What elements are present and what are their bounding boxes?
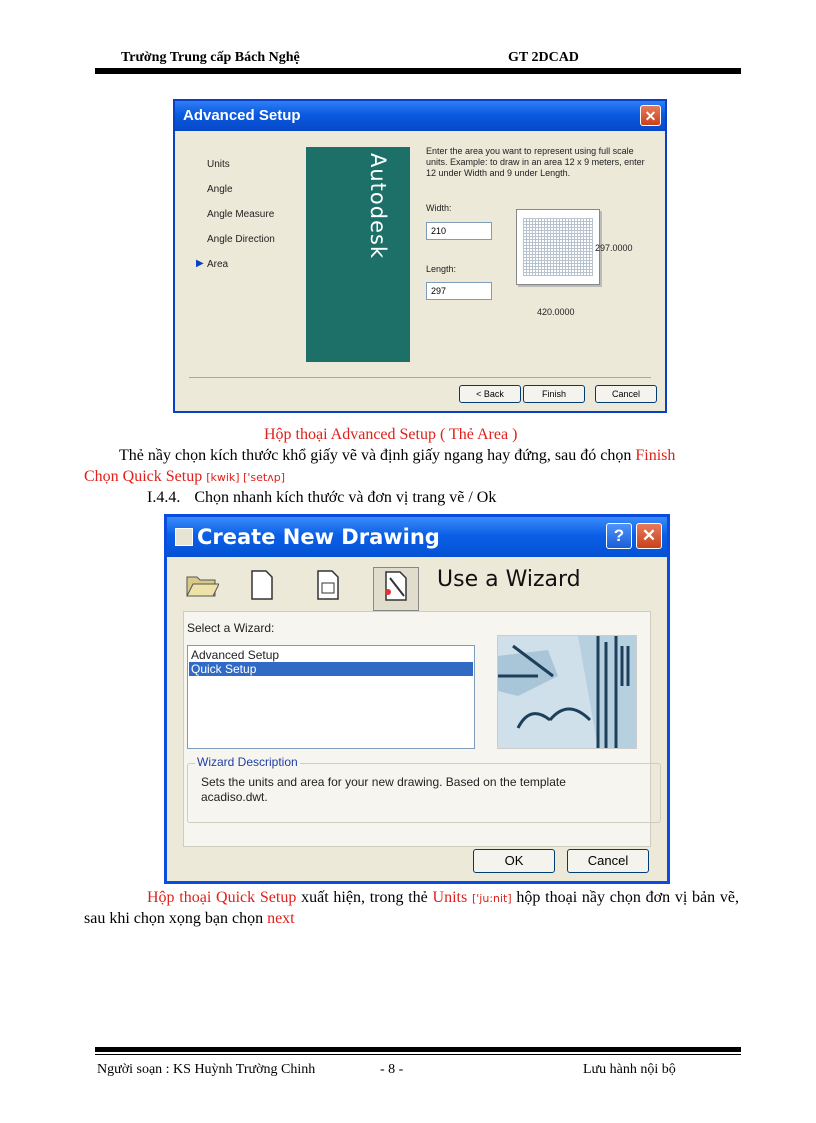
preview-width: 420.0000 — [537, 307, 575, 317]
header-rule — [95, 68, 741, 74]
title-bar — [167, 517, 667, 557]
width-label: Width: — [426, 203, 452, 213]
units-highlight: Units — [432, 889, 468, 906]
width-input[interactable]: 210 — [426, 222, 492, 240]
footer-rule-thick — [95, 1047, 741, 1052]
step-angle-direction[interactable]: Angle Direction — [207, 234, 275, 245]
finish-button[interactable]: Finish — [523, 385, 585, 403]
wizard-listbox[interactable] — [187, 645, 475, 749]
next-highlight: next — [267, 910, 295, 927]
wizard-description-label: Wizard Description — [197, 755, 298, 769]
wizard-option-advanced-setup[interactable]: Advanced Setup — [191, 648, 280, 662]
footer-author: Người soạn : KS Huỳnh Trường Chinh — [97, 1062, 316, 1077]
section-number: I.4.4. — [147, 489, 181, 506]
create-new-drawing-dialog — [164, 514, 670, 884]
paper-preview — [516, 209, 600, 285]
footer-page-number: - 8 - — [380, 1062, 404, 1077]
step-angle-measure[interactable]: Angle Measure — [207, 209, 275, 220]
section-heading — [147, 488, 496, 508]
paragraph-text-2: hộp thoại nầy chọn đơn vị bản vẽ, sau khi chọn xọng bạn chọn — [84, 889, 740, 927]
dialog-title: Advanced Setup — [183, 107, 301, 124]
use-wizard-icon[interactable] — [373, 567, 419, 611]
step-units[interactable]: Units — [207, 159, 230, 170]
paragraph-units — [84, 888, 739, 929]
section-title: Chọn nhanh kích thước và đơn vị trang vẽ / Ok — [194, 489, 497, 506]
cancel-button[interactable]: Cancel — [595, 385, 657, 403]
caption-advanced-setup: Hộp thoại Advanced Setup ( Thẻ Area ) — [264, 426, 518, 443]
units-ipa: ['ju:nit] — [471, 892, 512, 905]
active-step-arrow-icon: ▶ — [196, 258, 204, 269]
button-divider — [189, 377, 651, 378]
start-from-scratch-icon[interactable] — [243, 569, 281, 607]
header-course: GT 2DCAD — [508, 50, 579, 65]
close-icon[interactable]: ✕ — [636, 523, 662, 549]
wizard-option-quick-setup[interactable]: Quick Setup — [189, 662, 473, 676]
paragraph-area-tab — [119, 446, 749, 466]
quick-setup-highlight: Chọn Quick Setup — [84, 468, 203, 485]
wizard-heading: Use a Wizard — [437, 567, 581, 592]
use-template-icon[interactable] — [309, 569, 347, 607]
footer-rule-thin — [95, 1054, 741, 1055]
step-angle[interactable]: Angle — [207, 184, 233, 195]
open-drawing-folder-icon[interactable] — [183, 569, 221, 607]
step-area[interactable]: Area — [207, 259, 229, 270]
quick-setup-dialog-highlight: Hộp thoại Quick Setup — [147, 889, 297, 906]
paragraph-quick-setup — [84, 467, 285, 488]
preview-height: 297.0000 — [595, 243, 633, 253]
instructions-text: Enter the area you want to represent using full scale units. Example: to draw in an area 12 x 9 meters, enter 12 under Width and 9 under Length. — [426, 146, 645, 178]
dialog-title: Create New Drawing — [197, 525, 440, 549]
wizard-preview-image — [497, 635, 637, 749]
title-bar — [175, 101, 665, 131]
close-icon[interactable]: ✕ — [640, 105, 661, 126]
finish-highlight: Finish — [635, 447, 676, 464]
paragraph-text: Thẻ nầy chọn kích thước khổ giấy vẽ và định giấy ngang hay đứng, sau đó chọn — [119, 447, 636, 464]
back-button[interactable]: < Back — [459, 385, 521, 403]
cancel-button[interactable]: Cancel — [567, 849, 649, 873]
autodesk-logo: Autodesk — [366, 153, 390, 260]
footer-note: Lưu hành nội bộ — [583, 1062, 676, 1077]
length-input[interactable]: 297 — [426, 282, 492, 300]
quick-setup-ipa: [kwik] ['setʌp] — [206, 471, 286, 484]
paragraph-text: xuất hiện, trong thẻ — [296, 889, 433, 906]
select-wizard-label: Select a Wizard: — [187, 621, 275, 635]
header-school: Trường Trung cấp Bách Nghệ — [121, 50, 300, 65]
length-label: Length: — [426, 264, 457, 274]
autodesk-banner — [306, 147, 410, 362]
wizard-description-text: Sets the units and area for your new drawing. Based on the template acadiso.dwt. — [201, 775, 566, 804]
help-icon[interactable]: ? — [606, 523, 632, 549]
ok-button[interactable]: OK — [473, 849, 555, 873]
app-icon — [175, 528, 193, 546]
advanced-setup-dialog — [173, 99, 667, 413]
